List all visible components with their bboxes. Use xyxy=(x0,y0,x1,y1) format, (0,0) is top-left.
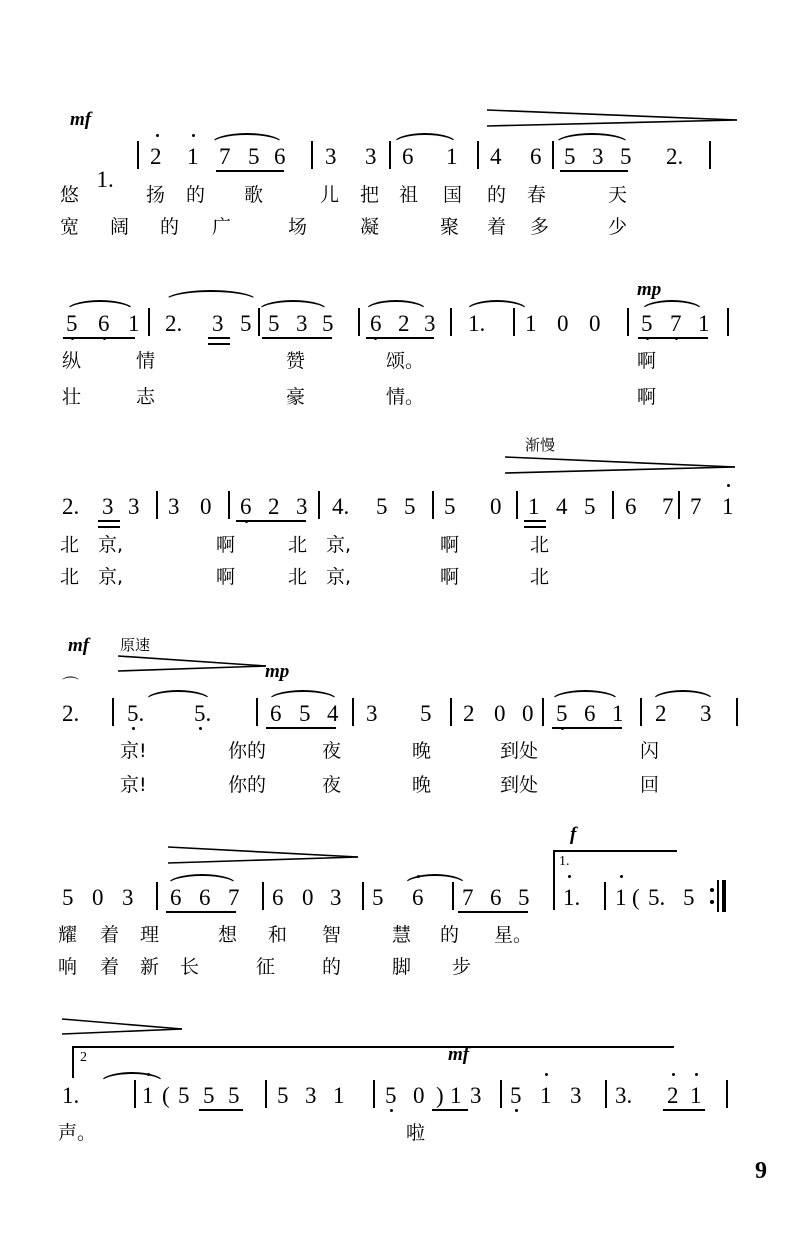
lyric: 豪 xyxy=(286,386,306,408)
lyric: 脚 xyxy=(392,956,412,978)
lyric: 新 xyxy=(140,956,160,978)
lyric: 扬 xyxy=(146,184,166,206)
octave-dot xyxy=(390,1109,393,1112)
lyric: 长 xyxy=(180,956,200,978)
note: 5 xyxy=(376,494,388,519)
note: 6 xyxy=(370,311,382,336)
note: 0 xyxy=(302,885,314,910)
dynamic-mf-4: mf xyxy=(68,635,90,656)
note: 1 xyxy=(333,1083,345,1108)
note: 1 xyxy=(615,885,627,910)
note: 5 xyxy=(518,885,530,910)
octave-dot xyxy=(545,1073,548,1076)
note: 4 xyxy=(327,701,339,726)
lyric: 征 xyxy=(256,956,276,978)
octave-dot xyxy=(147,1073,150,1076)
note: 1 xyxy=(690,1083,702,1108)
note: 0 xyxy=(494,701,506,726)
note: 2 xyxy=(655,701,667,726)
lyric: 啊 xyxy=(637,350,657,372)
dynamic-mf-1: mf xyxy=(70,109,92,130)
note: 6 xyxy=(530,144,542,169)
note: 4. xyxy=(332,494,350,519)
note: 3 xyxy=(102,494,114,519)
second-ending-label: 2 xyxy=(80,1050,87,1065)
note: 5 xyxy=(203,1083,215,1108)
note: 5 xyxy=(620,144,632,169)
dynamic-f-5: f xyxy=(570,824,577,845)
note: 3 xyxy=(325,144,337,169)
note: 1 xyxy=(128,311,140,336)
note: 6 xyxy=(98,311,110,336)
lyric: 祖 xyxy=(399,184,419,206)
note: 5. xyxy=(127,701,145,726)
note: 2. xyxy=(62,701,80,726)
note: 5 xyxy=(420,701,432,726)
lyric: 情。 xyxy=(386,386,425,408)
note: 3 xyxy=(365,144,377,169)
note: 1 xyxy=(142,1083,154,1108)
note: 0 xyxy=(92,885,104,910)
note: 5 xyxy=(584,494,596,519)
note: 6 xyxy=(625,494,637,519)
note: 5 xyxy=(240,311,252,336)
dynamic-mf-6: mf xyxy=(448,1044,470,1065)
lyric: 啊 xyxy=(440,534,460,556)
note: 5 xyxy=(683,885,695,910)
note: 6 xyxy=(490,885,502,910)
note: 7 xyxy=(228,885,240,910)
lyric: 京! xyxy=(120,774,147,796)
lyric: 的 xyxy=(186,184,206,206)
octave-dot xyxy=(672,1073,675,1076)
note: 3 xyxy=(366,701,378,726)
lyric: 凝 xyxy=(360,216,380,238)
lyric: 场 xyxy=(288,216,308,238)
lyric: 夜 xyxy=(322,774,342,796)
note: 1 xyxy=(612,701,624,726)
note: ( xyxy=(162,1083,170,1108)
note: 0 xyxy=(557,311,569,336)
lyric: 北 xyxy=(60,534,80,556)
note: 1 xyxy=(698,311,710,336)
note: 3 xyxy=(592,144,604,169)
lyric: 到处 xyxy=(500,774,539,796)
lyric: 儿 xyxy=(320,184,340,206)
note: 0 xyxy=(413,1083,425,1108)
lyric: 志 xyxy=(136,386,156,408)
note: 1. xyxy=(62,1083,80,1108)
lyric: 宽 xyxy=(60,216,80,238)
note: 3 xyxy=(330,885,342,910)
note: 5 xyxy=(510,1083,522,1108)
lyric: 闪 xyxy=(640,740,660,762)
note: 4 xyxy=(490,144,502,169)
octave-dot xyxy=(695,1073,698,1076)
note: 5 xyxy=(404,494,416,519)
lyric: 啊 xyxy=(637,386,657,408)
barline xyxy=(373,1080,375,1108)
note: 5 xyxy=(178,1083,190,1108)
lyric: 广 xyxy=(212,216,232,238)
lyric: 多 xyxy=(530,216,550,238)
lyric: 天 xyxy=(608,184,628,206)
note: 4 xyxy=(556,494,568,519)
note: 6 xyxy=(402,144,414,169)
lyric: 啊 xyxy=(216,566,236,588)
lyric: 赞 xyxy=(286,350,306,372)
lyric: 你的 xyxy=(228,740,267,762)
note: 3 xyxy=(296,311,308,336)
lyric: 星。 xyxy=(494,924,533,946)
lyric: 京, xyxy=(326,566,352,588)
lyric: 京! xyxy=(120,740,147,762)
lyric: 晚 xyxy=(412,774,432,796)
lyric: 耀 xyxy=(58,924,78,946)
lyric: 步 xyxy=(452,956,472,978)
lyric: 的 xyxy=(440,924,460,946)
lyric: 国 xyxy=(443,184,463,206)
second-ending-bracket xyxy=(72,1046,674,1078)
lyric: 智 xyxy=(322,924,342,946)
note: 6 xyxy=(199,885,211,910)
lyric: 的 xyxy=(322,956,342,978)
lyric: 把 xyxy=(360,184,380,206)
lyric: 颂。 xyxy=(386,350,425,372)
note: 1 xyxy=(187,144,199,169)
barline xyxy=(605,1080,607,1108)
note: 3 xyxy=(424,311,436,336)
note: 5 xyxy=(277,1083,289,1108)
note: 6 xyxy=(412,885,424,910)
note: 7 xyxy=(690,494,702,519)
note: 2 xyxy=(667,1083,679,1108)
note: 2. xyxy=(62,494,80,519)
note: 3 xyxy=(570,1083,582,1108)
beam xyxy=(199,1109,243,1111)
note: 1. xyxy=(96,167,114,192)
note: 7 xyxy=(462,885,474,910)
lyric: 和 xyxy=(268,924,288,946)
note: 3 xyxy=(122,885,134,910)
lyric: 啊 xyxy=(440,566,460,588)
note: 0 xyxy=(522,701,534,726)
lyric: 北 xyxy=(60,566,80,588)
note: 1 xyxy=(450,1083,462,1108)
lyric: 情 xyxy=(136,350,156,372)
note: 3 xyxy=(470,1083,482,1108)
lyric: 着 xyxy=(100,956,120,978)
note: 2 xyxy=(398,311,410,336)
lyric: 北 xyxy=(288,534,308,556)
note: 5 xyxy=(322,311,334,336)
lyric: 京, xyxy=(326,534,352,556)
note: 5. xyxy=(648,885,666,910)
note: 5 xyxy=(228,1083,240,1108)
note: 1 xyxy=(528,494,540,519)
lyric: 理 xyxy=(140,924,160,946)
note: 1. xyxy=(563,885,581,910)
note: 5 xyxy=(564,144,576,169)
lyric: 夜 xyxy=(322,740,342,762)
tempo-mark-yuansu: 原速 xyxy=(120,636,151,654)
note: 2 xyxy=(150,144,162,169)
lyric: 响 xyxy=(58,956,78,978)
lyric: 京, xyxy=(98,566,124,588)
note: 5 xyxy=(385,1083,397,1108)
lyric: 声。 xyxy=(58,1122,97,1144)
note: 7 xyxy=(662,494,674,519)
note: 5 xyxy=(62,885,74,910)
note: 0 xyxy=(589,311,601,336)
note: 5 xyxy=(641,311,653,336)
lyric: 慧 xyxy=(392,924,412,946)
note: ( xyxy=(632,885,640,910)
note: 1 xyxy=(722,494,734,519)
lyric: 悠 xyxy=(60,184,80,206)
lyric: 着 xyxy=(100,924,120,946)
note: 3. xyxy=(615,1083,633,1108)
lyric: 到处 xyxy=(500,740,539,762)
note: 5 xyxy=(444,494,456,519)
note: 5. xyxy=(194,701,212,726)
note: 5 xyxy=(66,311,78,336)
note: 6 xyxy=(240,494,252,519)
note: 7 xyxy=(219,144,231,169)
first-ending-label: 1. xyxy=(559,854,570,869)
lyric: 啦 xyxy=(406,1122,426,1144)
lyric: 回 xyxy=(640,774,660,796)
note: 0 xyxy=(200,494,212,519)
note: 2 xyxy=(268,494,280,519)
note: 1 xyxy=(525,311,537,336)
fermata-icon: ⌒ xyxy=(62,676,79,696)
note: 5 xyxy=(372,885,384,910)
note: 5 xyxy=(556,701,568,726)
lyric: 着 xyxy=(487,216,507,238)
note: 6 xyxy=(584,701,596,726)
page-number: 9 xyxy=(755,1158,767,1184)
note: 6 xyxy=(270,701,282,726)
lyric: 春 xyxy=(527,184,547,206)
lyric: 啊 xyxy=(216,534,236,556)
note: 6 xyxy=(170,885,182,910)
lyric: 你的 xyxy=(228,774,267,796)
barline xyxy=(500,1080,502,1108)
note: 6 xyxy=(274,144,286,169)
note: 1. xyxy=(468,311,486,336)
note: 2 xyxy=(463,701,475,726)
lyric: 晚 xyxy=(412,740,432,762)
dynamic-mp-4: mp xyxy=(265,661,290,682)
beam xyxy=(663,1109,705,1111)
note: 5 xyxy=(299,701,311,726)
note: 3 xyxy=(128,494,140,519)
tempo-mark-jianman: 渐慢 xyxy=(525,436,556,454)
barline xyxy=(726,1080,728,1108)
note: 5 xyxy=(248,144,260,169)
note: 3 xyxy=(212,311,224,336)
lyric: 纵 xyxy=(62,350,82,372)
barline xyxy=(134,1080,136,1108)
note: 6 xyxy=(272,885,284,910)
octave-dot xyxy=(515,1109,518,1112)
note: 2. xyxy=(666,144,684,169)
note: 3 xyxy=(296,494,308,519)
note: 2. xyxy=(165,311,183,336)
note: 1 xyxy=(446,144,458,169)
lyric: 北 xyxy=(530,534,550,556)
lyric: 的 xyxy=(160,216,180,238)
lyric: 歌 xyxy=(244,184,264,206)
lyric: 北 xyxy=(530,566,550,588)
lyric: 的 xyxy=(487,184,507,206)
note: 7 xyxy=(670,311,682,336)
lyric: 壮 xyxy=(62,386,82,408)
note: ) xyxy=(436,1083,444,1108)
lyric: 少 xyxy=(608,216,628,238)
note: 3 xyxy=(700,701,712,726)
hairpin-decrescendo-6 xyxy=(62,1018,182,1036)
note: 1 xyxy=(540,1083,552,1108)
dynamic-mp-2: mp xyxy=(637,279,662,300)
note: 5 xyxy=(268,311,280,336)
note: 3 xyxy=(305,1083,317,1108)
lyric: 北 xyxy=(288,566,308,588)
lyric: 阔 xyxy=(110,216,130,238)
barline xyxy=(265,1080,267,1108)
beam xyxy=(432,1109,468,1111)
note: 0 xyxy=(490,494,502,519)
lyric: 聚 xyxy=(440,216,460,238)
note: 3 xyxy=(168,494,180,519)
lyric: 京, xyxy=(98,534,124,556)
lyric: 想 xyxy=(218,924,238,946)
